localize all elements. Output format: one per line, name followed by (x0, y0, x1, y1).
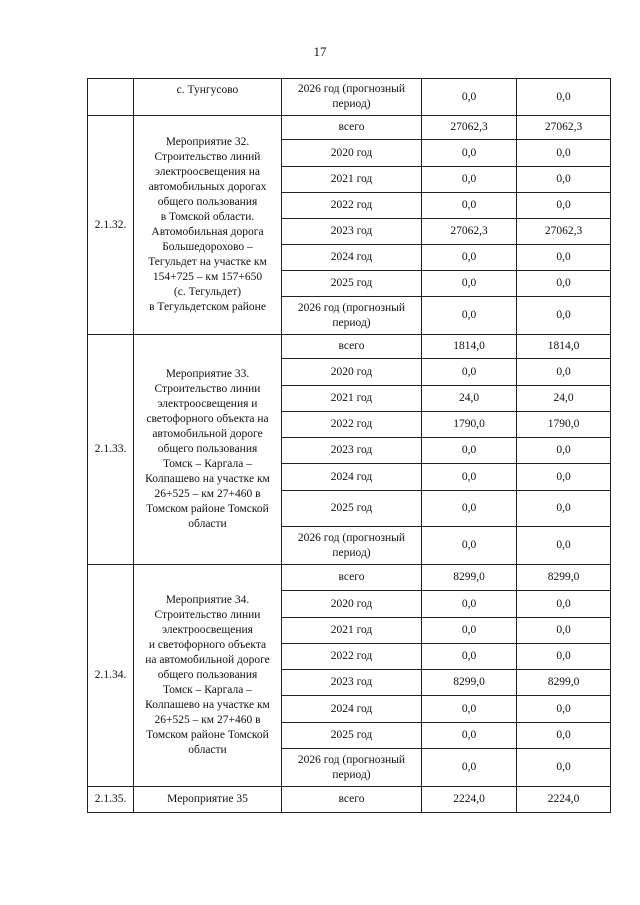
value-cell: 0,0 (422, 245, 517, 271)
value-cell: 0,0 (422, 167, 517, 193)
event-cell: Мероприятие 32. Строительство линий электроосвещения на автомобильных дорогах общего пользования в Томской области. Автомобильная дорога Большедорохово – Тегульдет на участке км 154+725 – км 157+650 (с. Тегульдет) в Тегульдетском районе (134, 116, 282, 335)
period-cell: 2023 год (282, 670, 422, 696)
value-cell: 0,0 (422, 464, 517, 491)
value-cell: 0,0 (422, 271, 517, 297)
period-cell: всего (282, 787, 422, 813)
page-number: 17 (313, 44, 327, 59)
table-row (88, 787, 611, 813)
period-cell: 2020 год (282, 140, 422, 167)
period-cell: 2025 год (282, 723, 422, 749)
value-cell: 0,0 (422, 591, 517, 618)
value-cell: 0,0 (422, 79, 517, 116)
value-cell: 0,0 (422, 491, 517, 527)
value-cell: 0,0 (422, 140, 517, 167)
table-row (88, 116, 611, 140)
table-row (88, 565, 611, 591)
value-cell: 0,0 (422, 749, 517, 787)
period-cell: 2023 год (282, 438, 422, 464)
value-cell: 0,0 (422, 696, 517, 723)
value-cell: 27062,3 (517, 219, 611, 245)
event-cell: Мероприятие 33. Строительство линии электроосвещения и светофорного объекта на автомобильной дороге общего пользования Томск – Каргала – Колпашево на участке км 26+525 – км 27+460 в Томском районе Томской области (134, 335, 282, 565)
period-cell: всего (282, 116, 422, 140)
value-cell: 0,0 (422, 438, 517, 464)
code-cell: 2.1.32. (88, 116, 134, 335)
period-cell: 2021 год (282, 386, 422, 412)
value-cell: 0,0 (517, 79, 611, 116)
value-cell: 27062,3 (422, 219, 517, 245)
value-cell: 1790,0 (517, 412, 611, 438)
period-cell: 2026 год (прогнозный период) (282, 527, 422, 565)
value-cell: 0,0 (517, 527, 611, 565)
event-cell: Мероприятие 35 (134, 787, 282, 813)
value-cell: 2224,0 (422, 787, 517, 813)
value-cell: 0,0 (422, 618, 517, 644)
period-cell: 2022 год (282, 644, 422, 670)
value-cell: 1814,0 (517, 335, 611, 359)
value-cell: 8299,0 (517, 670, 611, 696)
period-cell: всего (282, 565, 422, 591)
code-cell: 2.1.34. (88, 565, 134, 787)
table-row (88, 79, 611, 116)
value-cell: 0,0 (517, 245, 611, 271)
value-cell: 0,0 (517, 167, 611, 193)
value-cell: 0,0 (517, 723, 611, 749)
value-cell: 1790,0 (422, 412, 517, 438)
value-cell: 0,0 (517, 464, 611, 491)
period-cell: 2024 год (282, 696, 422, 723)
value-cell: 1814,0 (422, 335, 517, 359)
value-cell: 0,0 (422, 644, 517, 670)
value-cell: 0,0 (517, 696, 611, 723)
value-cell: 0,0 (422, 723, 517, 749)
code-cell: 2.1.35. (88, 787, 134, 813)
value-cell: 0,0 (422, 193, 517, 219)
value-cell: 8299,0 (422, 565, 517, 591)
period-cell: 2024 год (282, 245, 422, 271)
event-cell: Мероприятие 34. Строительство линии электроосвещения и светофорного объекта на автомобильной дороге общего пользования Томск – Каргала – Колпашево на участке км 26+525 – км 27+460 в Томском районе Томской области (134, 565, 282, 787)
period-cell: 2023 год (282, 219, 422, 245)
value-cell: 0,0 (517, 749, 611, 787)
value-cell: 0,0 (517, 591, 611, 618)
period-cell: 2026 год (прогнозный период) (282, 79, 422, 116)
period-cell: 2021 год (282, 167, 422, 193)
value-cell: 27062,3 (517, 116, 611, 140)
value-cell: 0,0 (517, 644, 611, 670)
period-cell: 2025 год (282, 271, 422, 297)
period-cell: 2020 год (282, 591, 422, 618)
value-cell: 2224,0 (517, 787, 611, 813)
value-cell: 0,0 (517, 140, 611, 167)
value-cell: 0,0 (422, 527, 517, 565)
value-cell: 24,0 (422, 386, 517, 412)
period-cell: 2024 год (282, 464, 422, 491)
table-row (88, 335, 611, 359)
value-cell: 0,0 (517, 618, 611, 644)
value-cell: 8299,0 (517, 565, 611, 591)
value-cell: 0,0 (517, 491, 611, 527)
value-cell: 0,0 (517, 271, 611, 297)
value-cell: 0,0 (422, 359, 517, 386)
funding-table (87, 78, 611, 813)
period-cell: 2026 год (прогнозный период) (282, 749, 422, 787)
period-cell: 2026 год (прогнозный период) (282, 297, 422, 335)
period-cell: 2021 год (282, 618, 422, 644)
period-cell: 2020 год (282, 359, 422, 386)
event-cell: с. Тунгусово (134, 79, 282, 116)
value-cell: 0,0 (422, 297, 517, 335)
value-cell: 8299,0 (422, 670, 517, 696)
period-cell: 2022 год (282, 412, 422, 438)
value-cell: 0,0 (517, 438, 611, 464)
code-cell: 2.1.33. (88, 335, 134, 565)
value-cell: 24,0 (517, 386, 611, 412)
period-cell: всего (282, 335, 422, 359)
code-cell (88, 79, 134, 116)
period-cell: 2022 год (282, 193, 422, 219)
value-cell: 0,0 (517, 359, 611, 386)
period-cell: 2025 год (282, 491, 422, 527)
value-cell: 0,0 (517, 193, 611, 219)
value-cell: 27062,3 (422, 116, 517, 140)
value-cell: 0,0 (517, 297, 611, 335)
